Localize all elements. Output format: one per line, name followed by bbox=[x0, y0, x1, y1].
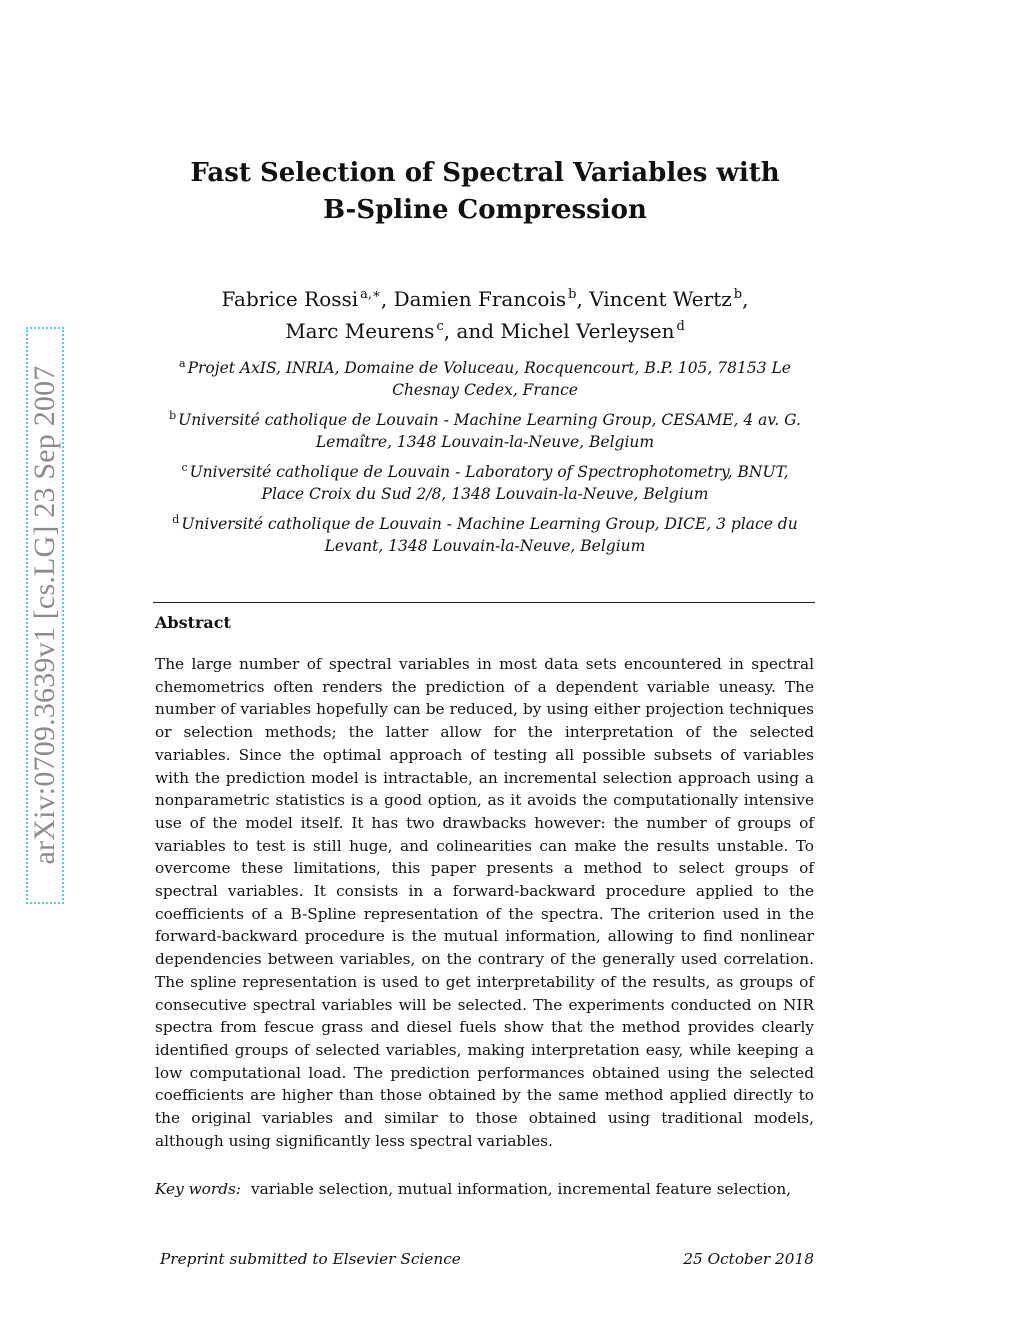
affiliation-mark: a bbox=[179, 357, 186, 370]
author-name: Damien Francois bbox=[393, 287, 567, 311]
title-line-2: B-Spline Compression bbox=[323, 195, 647, 225]
affiliation-text: Université catholique de Louvain - Machine Learning Group, CESAME, 4 av. G. bbox=[178, 411, 801, 429]
keywords bbox=[155, 1180, 815, 1198]
affiliation-line bbox=[155, 357, 815, 379]
abstract-text: The large number of spectral variables in most data sets encountered in spectral chemometrics often renders the prediction of a dependent variable uneasy. The number of variables hopefully can be reduced, by using either projection techniques or selection methods; the latter allow for the interpretation of the selected variables. Since the optimal approach of testing all possible subsets of variables with the prediction model is intractable, an incremental selection approach using a nonparametric statistics is a good option, as it avoids the computationally intensive use of the model itself. It has two drawbacks however: the number of groups of variables to test is still huge, and colinearities can make the results unstable. To overcome these limitations, this paper presents a method to select groups of spectral variables. It consists in a forward-backward procedure applied to the coefficients of a B-Spline representation of the spectra. The criterion used in the forward-backward procedure is the mutual information, allowing to find nonlinear dependencies between variables, on the contrary of the generally used correlation. The spline representation is used to get interpretability of the results, as groups of consecutive spectral variables will be selected. The experiments conducted on NIR spectra from fescue grass and diesel fuels show that the method provides clearly identified groups of selected variables, making interpretation easy, while keeping a low computational load. The prediction performances obtained using the selected coefficients are higher than those obtained by the same method applied directly to the original variables and similar to those obtained using traditional models, although using significantly less spectral variables. bbox=[155, 655, 814, 1150]
affiliation-d bbox=[155, 513, 815, 557]
author-line-2 bbox=[155, 315, 815, 347]
author-separator: , bbox=[742, 287, 749, 311]
author-name: Vincent Wertz bbox=[589, 287, 732, 311]
abstract-heading: Abstract bbox=[155, 613, 231, 632]
affiliation-mark: c bbox=[181, 461, 188, 474]
author-affiliation-mark: c bbox=[436, 319, 444, 334]
author-separator: , bbox=[576, 287, 590, 311]
keywords-text: variable selection, mutual information, incremental feature selection, bbox=[251, 1180, 792, 1198]
title-line-1: Fast Selection of Spectral Variables with bbox=[190, 158, 780, 188]
author-affiliation-mark: d bbox=[676, 319, 685, 334]
affiliation-text: Projet AxIS, INRIA, Domaine de Voluceau, Rocquencourt, B.P. 105, 78153 Le bbox=[187, 359, 791, 377]
affiliation-line: Lemaître, 1348 Louvain-la-Neuve, Belgium bbox=[315, 433, 655, 451]
affiliation-mark: b bbox=[169, 409, 177, 422]
affiliation-list bbox=[155, 357, 815, 565]
arxiv-identifier[interactable]: arXiv:0709.3639v1 [cs.LG] 23 Sep 2007 bbox=[28, 365, 61, 865]
footer-preprint-note: Preprint submitted to Elsevier Science bbox=[160, 1250, 461, 1268]
affiliation-line: Levant, 1348 Louvain-la-Neuve, Belgium bbox=[324, 537, 646, 555]
author-affiliation-mark: b bbox=[733, 287, 743, 302]
affiliation-a bbox=[155, 357, 815, 401]
footer-date: 25 October 2018 bbox=[683, 1250, 814, 1268]
author-name: Marc Meurens bbox=[285, 319, 435, 343]
affiliation-c bbox=[155, 461, 815, 505]
author-line-1 bbox=[155, 283, 815, 315]
affiliation-b bbox=[155, 409, 815, 453]
affiliation-line bbox=[155, 461, 815, 483]
author-list bbox=[155, 283, 815, 347]
keywords-label: Key words: bbox=[155, 1180, 241, 1198]
abstract-divider bbox=[153, 602, 815, 603]
paper-title bbox=[155, 155, 815, 229]
affiliation-mark: d bbox=[172, 513, 180, 526]
author-name: Fabrice Rossi bbox=[221, 287, 359, 311]
affiliation-text: Université catholique de Louvain - Machine Learning Group, DICE, 3 place du bbox=[181, 515, 798, 533]
affiliation-line bbox=[155, 513, 815, 535]
affiliation-text: Université catholique de Louvain - Laboratory of Spectrophotometry, BNUT, bbox=[189, 463, 789, 481]
author-name: Michel Verleysen bbox=[500, 319, 675, 343]
author-affiliation-mark: a,∗ bbox=[360, 287, 381, 302]
affiliation-line bbox=[155, 409, 815, 431]
author-separator: , and bbox=[443, 319, 501, 343]
author-affiliation-mark: b bbox=[568, 287, 577, 302]
affiliation-line: Chesnay Cedex, France bbox=[392, 381, 578, 399]
affiliation-line: Place Croix du Sud 2/8, 1348 Louvain-la-Neuve, Belgium bbox=[261, 485, 709, 503]
author-separator: , bbox=[380, 287, 394, 311]
